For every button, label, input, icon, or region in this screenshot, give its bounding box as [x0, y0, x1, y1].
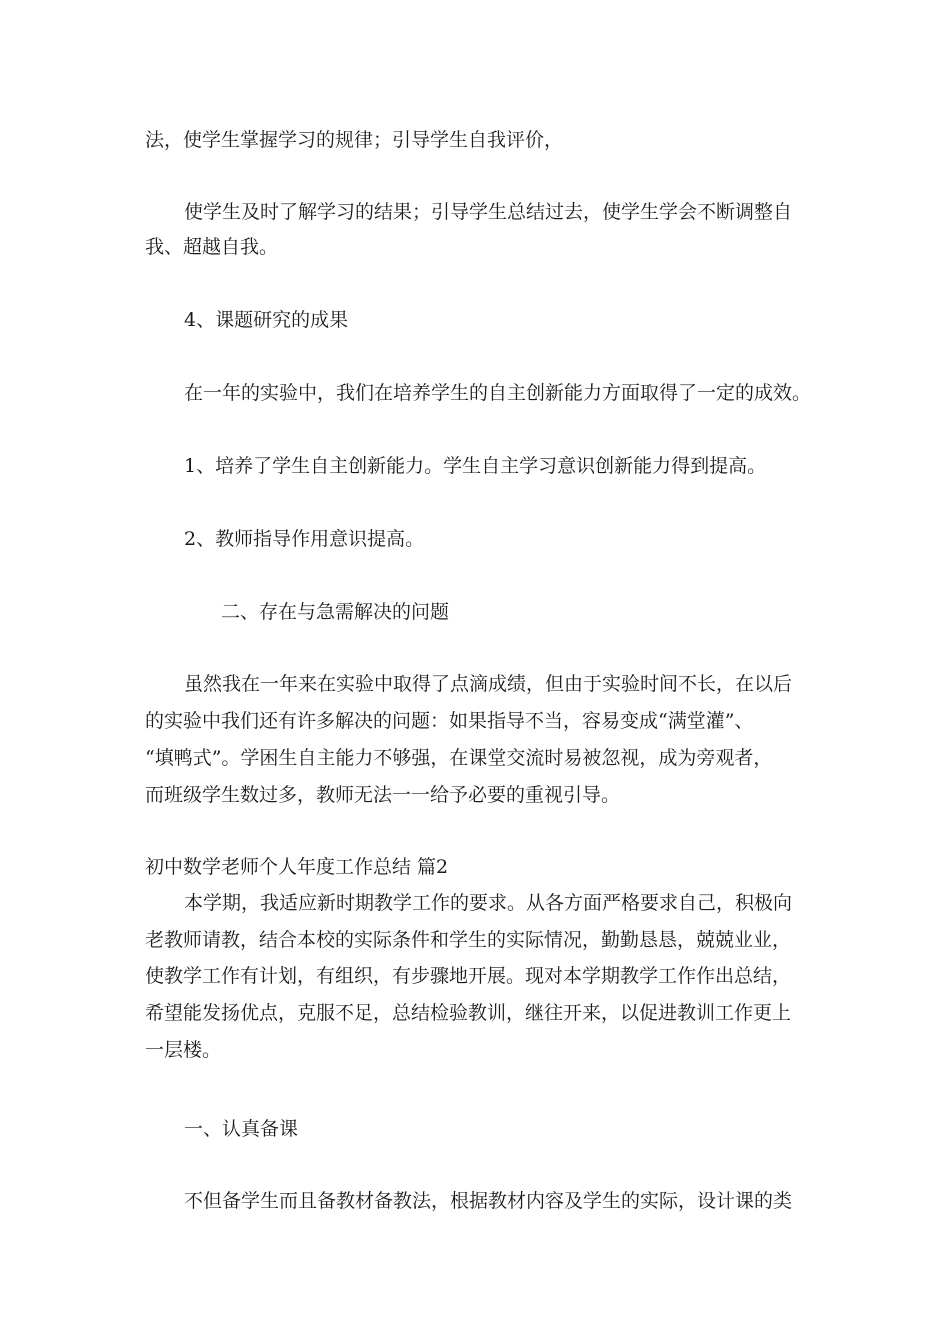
article-title: 初中数学老师个人年度工作总结 篇2 — [145, 856, 449, 878]
paragraph-line: 一层楼。 — [145, 1039, 222, 1061]
paragraph-line: 使学生及时了解学习的结果；引导学生总结过去，使学生学会不断调整自 — [184, 201, 793, 223]
section-heading: 一、认真备课 — [184, 1118, 299, 1140]
paragraph-line: 老教师请教，结合本校的实际条件和学生的实际情况，勤勤恳恳，兢兢业业， — [145, 929, 792, 951]
paragraph-line: 而班级学生数过多，教师无法一一给予必要的重视引导。 — [145, 784, 621, 806]
section-heading: 4、课题研究的成果 — [184, 309, 349, 331]
paragraph-line: 的实验中我们还有许多解决的问题：如果指导不当，容易变成“满堂灌”、 — [145, 710, 754, 732]
paragraph-line: 我、超越自我。 — [145, 236, 279, 258]
list-item: 2、教师指导作用意识提高。 — [184, 528, 425, 550]
paragraph-line: 不但备学生而且备教材备教法，根据教材内容及学生的实际，设计课的类 — [184, 1190, 793, 1212]
list-item: 1、培养了学生自主创新能力。学生自主学习意识创新能力得到提高。 — [184, 455, 767, 477]
paragraph-line: 虽然我在一年来在实验中取得了点滴成绩，但由于实验时间不长，在以后 — [184, 673, 793, 695]
paragraph-line: 法，使学生掌握学习的规律；引导学生自我评价， — [145, 129, 564, 151]
section-heading: 二、存在与急需解决的问题 — [221, 601, 450, 623]
paragraph-line: “填鸭式”。学困生自主能力不够强，在课堂交流时易被忽视，成为旁观者， — [145, 747, 773, 769]
paragraph-line: 使教学工作有计划，有组织，有步骤地开展。现对本学期教学工作作出总结， — [145, 965, 792, 987]
paragraph-line: 本学期，我适应新时期教学工作的要求。从各方面严格要求自己，积极向 — [184, 892, 793, 914]
paragraph-line: 在一年的实验中，我们在培养学生的自主创新能力方面取得了一定的成效。 — [184, 382, 812, 404]
paragraph-line: 希望能发扬优点，克服不足，总结检验教训，继往开来，以促进教训工作更上 — [145, 1002, 792, 1024]
